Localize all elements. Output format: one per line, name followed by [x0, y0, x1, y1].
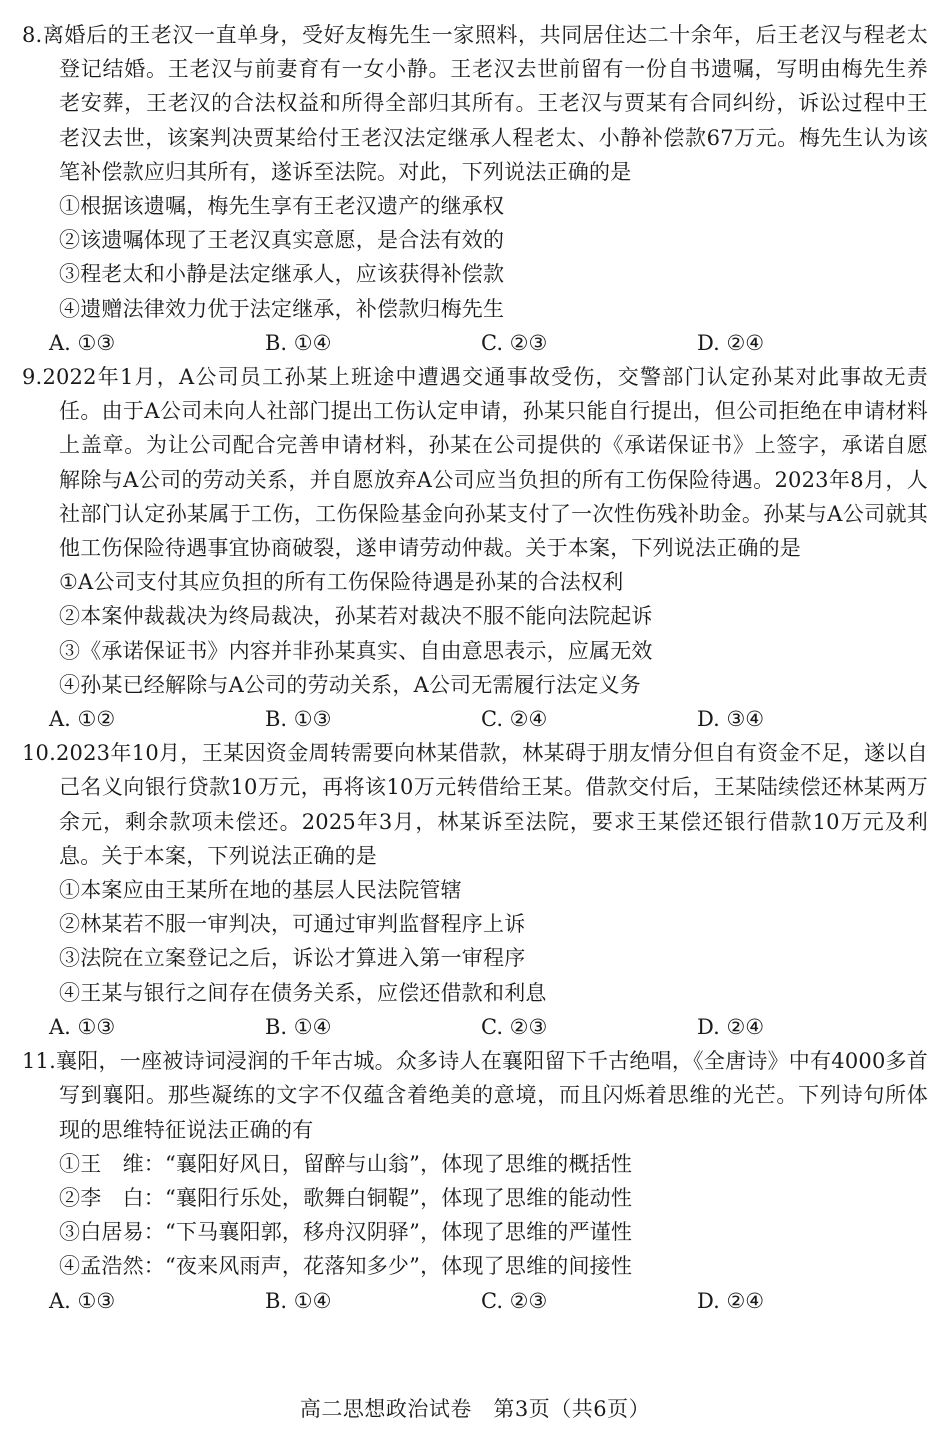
statement-option: ④遗赠法律效力优于法定继承，补偿款归梅先生 [59, 296, 505, 321]
statement-option: ②该遗嘱体现了王老汉真实意愿，是合法有效的 [59, 228, 505, 253]
choice-c: C. ②③ [481, 1288, 548, 1313]
answer-choices [22, 1284, 928, 1318]
statement-option: ④孙某已经解除与A公司的劳动关系，A公司无需履行法定义务 [59, 672, 641, 697]
statement-option: ①王 维：“襄阳好风日，留醉与山翁”，体现了思维的概括性 [59, 1151, 633, 1176]
question-number: 11. [22, 1049, 56, 1074]
question-number: 10. [22, 741, 56, 766]
choice-d: D. ②④ [697, 1288, 765, 1313]
question-text: 2023年10月，王某因资金周转需要向林某借款，林某碍于朋友情分但自有资金不足，遂以自己名义向银行贷款10万元，再将该10万元转借给王某。借款交付后，王某陆续偿还林某两万余元，剩余款项未偿还。2025年3月，林某诉至法院，要求王某偿还银行借款10万元及利息。关于本案，下列说法正确的是 [56, 741, 928, 868]
answer-choices [22, 326, 928, 360]
question-stem [22, 1044, 928, 1147]
statement-option: ①根据该遗嘱，梅先生享有王老汉遗产的继承权 [59, 194, 505, 219]
choice-d: D. ③④ [697, 707, 765, 732]
statement-option: ②林某若不服一审判决，可通过审判监督程序上诉 [59, 912, 526, 937]
choice-b: B. ①④ [265, 330, 332, 355]
question-stem [22, 736, 928, 873]
page-footer: 高二思想政治试卷 第3页（共6页） [299, 1397, 651, 1421]
statement-option: ②李 白：“襄阳行乐处，歌舞白铜鞮”，体现了思维的能动性 [59, 1185, 633, 1210]
statement-option: ④孟浩然：“夜来风雨声，花落知多少”，体现了思维的间接性 [59, 1254, 633, 1279]
statement-option: ③《承诺保证书》内容并非孙某真实、自由意思表示，应属无效 [59, 638, 653, 663]
statement-option: ③程老太和小静是法定继承人，应该获得补偿款 [59, 262, 505, 287]
choice-b: B. ①③ [265, 707, 332, 732]
choice-c: C. ②③ [481, 1014, 548, 1039]
statement-option: ③白居易：“下马襄阳郭，移舟汉阴驿”，体现了思维的严谨性 [59, 1220, 633, 1245]
choice-c: C. ②④ [481, 707, 548, 732]
question-number: 9. [22, 365, 43, 390]
choice-a: A. ①② [49, 707, 116, 732]
answer-choices [22, 1010, 928, 1044]
question-stem [22, 360, 928, 565]
question-text: 离婚后的王老汉一直单身，受好友梅先生一家照料，共同居住达二十余年，后王老汉与程老太登记结婚。王老汉与前妻育有一女小静。王老汉去世前留有一份自书遗嘱，写明由梅先生养老安葬，王老汉的合法权益和所得全部归其所有。王老汉与贾某有合同纠纷，诉讼过程中王老汉去世，该案判决贾某给付王老汉法定继承人程老太、小静补偿款67万元。梅先生认为该笔补偿款应归其所有，遂诉至法院。对此，下列说法正确的是 [42, 23, 928, 184]
question-11 [22, 1044, 928, 1318]
question-9 [22, 360, 928, 736]
choice-b: B. ①④ [265, 1288, 332, 1313]
choice-c: C. ②③ [481, 330, 548, 355]
question-text: 襄阳，一座被诗词浸润的千年古城。众多诗人在襄阳留下千古绝唱，《全唐诗》中有4000多首写到襄阳。那些凝练的文字不仅蕴含着绝美的意境，而且闪烁着思维的光芒。下列诗句所体现的思维特征说法正确的有 [56, 1049, 928, 1142]
choice-a: A. ①③ [49, 330, 116, 355]
question-stem [22, 18, 928, 189]
question-text: 2022年1月，A公司员工孙某上班途中遭遇交通事故受伤，交警部门认定孙某对此事故无责任。由于A公司未向人社部门提出工伤认定申请，孙某只能自行提出，但公司拒绝在申请材料上盖章。为让公司配合完善申请材料，孙某在公司提供的《承诺保证书》上签字，承诺自愿解除与A公司的劳动关系，并自愿放弃A公司应当负担的所有工伤保险待遇。2023年8月，人社部门认定孙某属于工伤，工伤保险基金向孙某支付了一次性伤残补助金。孙某与A公司就其他工伤保险待遇事宜协商破裂，遂申请劳动仲裁。关于本案，下列说法正确的是 [42, 365, 928, 561]
question-number: 8. [22, 23, 43, 47]
choice-a: A. ①③ [49, 1288, 116, 1313]
choice-d: D. ②④ [697, 1014, 765, 1039]
question-10 [22, 736, 928, 1044]
statement-option: ④王某与银行之间存在债务关系，应偿还借款和利息 [59, 980, 547, 1005]
choice-b: B. ①④ [265, 1014, 332, 1039]
answer-choices [22, 702, 928, 736]
choice-a: A. ①③ [49, 1014, 116, 1039]
question-8 [22, 18, 928, 360]
choice-d: D. ②④ [697, 330, 765, 355]
statement-option: ①A公司支付其应负担的所有工伤保险待遇是孙某的合法权利 [59, 570, 624, 595]
statement-option: ③法院在立案登记之后，诉讼才算进入第一审程序 [59, 946, 526, 971]
statement-option: ①本案应由王某所在地的基层人民法院管辖 [59, 878, 462, 903]
statement-option: ②本案仲裁裁决为终局裁决，孙某若对裁决不服不能向法院起诉 [59, 604, 653, 629]
